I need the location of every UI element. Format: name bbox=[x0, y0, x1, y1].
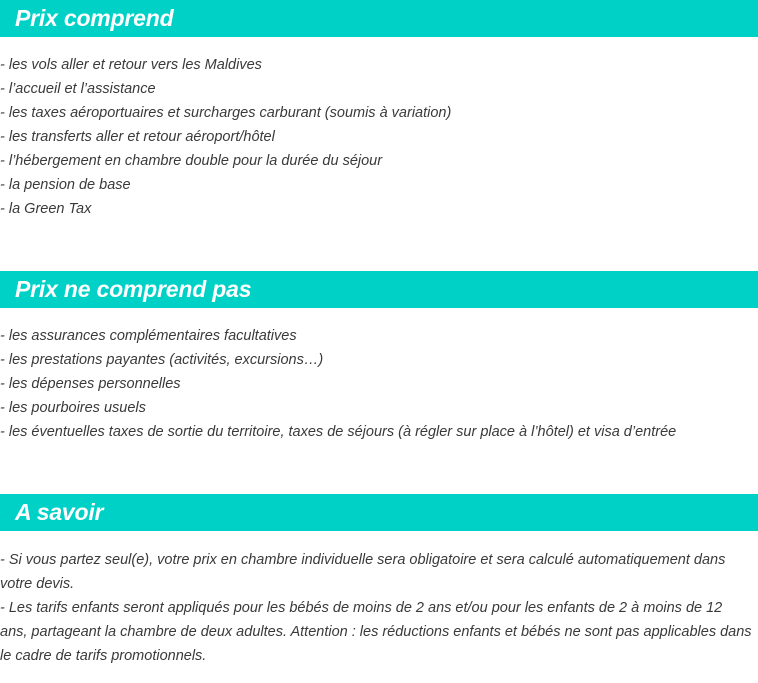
list-item: - les dépenses personnelles bbox=[0, 376, 181, 392]
section-header bbox=[0, 0, 758, 37]
list-item: - les taxes aéroportuaires et surcharges carburant (soumis à variation) bbox=[0, 105, 452, 121]
list-item: - la pension de base bbox=[0, 177, 131, 193]
section-prix-comprend bbox=[0, 0, 758, 221]
list-item: - les éventuelles taxes de sortie du territoire, taxes de séjours (à régler sur place à l’hôtel) et visa d’entrée bbox=[0, 424, 677, 440]
list-item: - les prestations payantes (activités, excursions…) bbox=[0, 352, 324, 368]
section-title: Prix ne comprend pas bbox=[15, 276, 252, 302]
section-title: Prix comprend bbox=[15, 5, 174, 31]
section-header bbox=[0, 494, 758, 531]
list-item: - l’hébergement en chambre double pour la durée du séjour bbox=[0, 153, 383, 169]
excluded-list bbox=[0, 324, 758, 444]
info-list bbox=[0, 548, 758, 668]
list-item: - les transferts aller et retour aéroport/hôtel bbox=[0, 129, 275, 145]
section-title: A savoir bbox=[15, 499, 104, 525]
list-item: - les assurances complémentaires facultatives bbox=[0, 328, 297, 344]
included-list bbox=[0, 53, 758, 221]
section-a-savoir bbox=[0, 494, 758, 668]
list-item: - les vols aller et retour vers les Maldives bbox=[0, 57, 262, 73]
list-item: - les pourboires usuels bbox=[0, 400, 146, 416]
list-item: - Si vous partez seul(e), votre prix en chambre individuelle sera obligatoire et sera calculé automatiquement dans votre devis. bbox=[0, 552, 726, 592]
list-item: - la Green Tax bbox=[0, 201, 92, 217]
section-prix-ne-comprend-pas bbox=[0, 271, 758, 444]
list-item: - Les tarifs enfants seront appliqués pour les bébés de moins de 2 ans et/ou pour les enfants de 2 à moins de 12 ans, partageant la chambre de deux adultes. Attention : les réductions enfants et bébés ne sont pas applicables dans le cadre de tarifs promotionnels. bbox=[0, 600, 752, 664]
list-item: - l’accueil et l’assistance bbox=[0, 81, 156, 97]
section-header bbox=[0, 271, 758, 308]
